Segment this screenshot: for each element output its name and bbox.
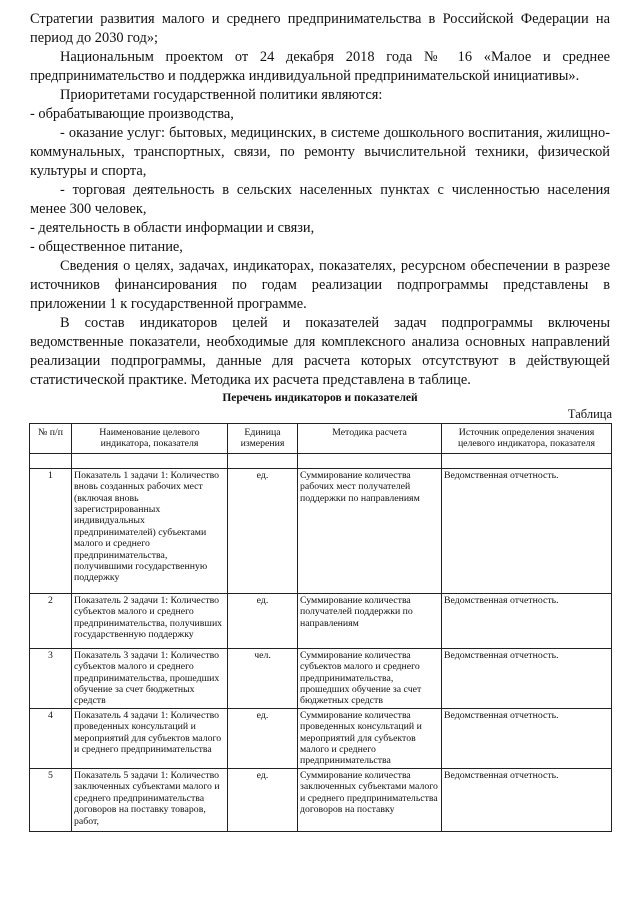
list-item: - общественное питание, [30, 239, 183, 255]
paragraph: Стратегии развития малого и среднего предпринимательства в Российской Федерации на период до 2030 год»; [30, 11, 610, 46]
indicators-table [29, 423, 612, 832]
row-source: Ведомственная отчетность. [442, 768, 612, 831]
table-header-row [30, 424, 612, 454]
table-label: Таблица [567, 407, 612, 421]
row-unit: чел. [228, 648, 298, 708]
row-source: Ведомственная отчетность. [442, 593, 612, 648]
list-item: - оказание услуг: бытовых, медицинских, в системе дошкольного воспитания, жилищно-коммунальных, транспортных, связи, по ремонту вычислительной техники, физической культуры и спорта, [30, 125, 610, 179]
paragraph: Сведения о целях, задачах, индикаторах, показателях, ресурсном обеспечении в разрезе источников финансирования по годам реализации подпрограммы представлены в приложении 1 к государственной программе. [30, 258, 610, 312]
paragraph: Приоритетами государственной политики являются: [60, 87, 383, 103]
row-unit: ед. [228, 468, 298, 593]
list-item: - обрабатывающие производства, [30, 106, 234, 122]
row-source: Ведомственная отчетность. [442, 708, 612, 768]
header-name: Наименование целевого индикатора, показателя [72, 424, 228, 454]
table-title: Перечень индикаторов и показателей [222, 392, 418, 404]
paragraph: Национальным проектом от 24 декабря 2018 года № 16 «Малое и среднее предпринимательство и поддержка индивидуальной предпринимательской инициативы». [30, 49, 610, 84]
row-name: Показатель 3 задачи 1: Количество субъектов малого и среднего предпринимательства, прошедших обучение за счет бюджетных средств [72, 648, 228, 708]
row-num: 1 [30, 468, 72, 593]
row-source: Ведомственная отчетность. [442, 648, 612, 708]
row-method: Суммирование количества заключенных субъектами малого и среднего предпринимательства договоров на поставку [298, 768, 442, 831]
row-unit: ед. [228, 768, 298, 831]
list-item: - торговая деятельность в сельских населенных пунктах с численностью населения менее 300 человек, [30, 182, 610, 217]
table-row [30, 708, 612, 768]
table-row [30, 468, 612, 593]
list-item: - деятельность в области информации и связи, [30, 220, 315, 236]
header-unit: Единица измерения [228, 424, 298, 454]
header-num: № п/п [30, 424, 72, 454]
row-num: 2 [30, 593, 72, 648]
body-text [30, 10, 610, 390]
row-name: Показатель 1 задачи 1: Количество вновь созданных рабочих мест (включая вновь зарегистрированных индивидуальных предпринимателей) субъектами малого и среднего предпринимательства, получившими государственную поддержку [72, 468, 228, 593]
paragraph: В состав индикаторов целей и показателей задач подпрограммы включены ведомственные показатели, необходимые для комплексного анализа основных направлений реализации подпрограммы, данные для расчета которых отсутствуют в действующей статистической практике. Методика их расчета представлена в таблице. [30, 315, 610, 388]
table-row [30, 768, 612, 831]
table-row [30, 593, 612, 648]
row-method: Суммирование количества проведенных консультаций и мероприятий для субъектов малого и среднего предпринимательства [298, 708, 442, 768]
row-source: Ведомственная отчетность. [442, 468, 612, 593]
row-name: Показатель 2 задачи 1: Количество субъектов малого и среднего предпринимательства, получивших государственную поддержку [72, 593, 228, 648]
header-source: Источник определения значения целевого индикатора, показателя [442, 424, 612, 454]
table-row [30, 648, 612, 708]
header-method: Методика расчета [298, 424, 442, 454]
table-spacer-row [30, 453, 612, 468]
row-unit: ед. [228, 593, 298, 648]
row-method: Суммирование количества получателей поддержки по направлениям [298, 593, 442, 648]
row-num: 3 [30, 648, 72, 708]
row-num: 5 [30, 768, 72, 831]
row-num: 4 [30, 708, 72, 768]
row-method: Суммирование количества субъектов малого и среднего предпринимательства, прошедших обучение за счет бюджетных средств [298, 648, 442, 708]
row-unit: ед. [228, 708, 298, 768]
row-name: Показатель 4 задачи 1: Количество проведенных консультаций и мероприятий для субъектов малого и среднего предпринимательства [72, 708, 228, 768]
row-name: Показатель 5 задачи 1: Количество заключенных субъектами малого и среднего предпринимательства договоров на поставку товаров, работ, [72, 768, 228, 831]
row-method: Суммирование количества рабочих мест получателей поддержки по направлениям [298, 468, 442, 593]
